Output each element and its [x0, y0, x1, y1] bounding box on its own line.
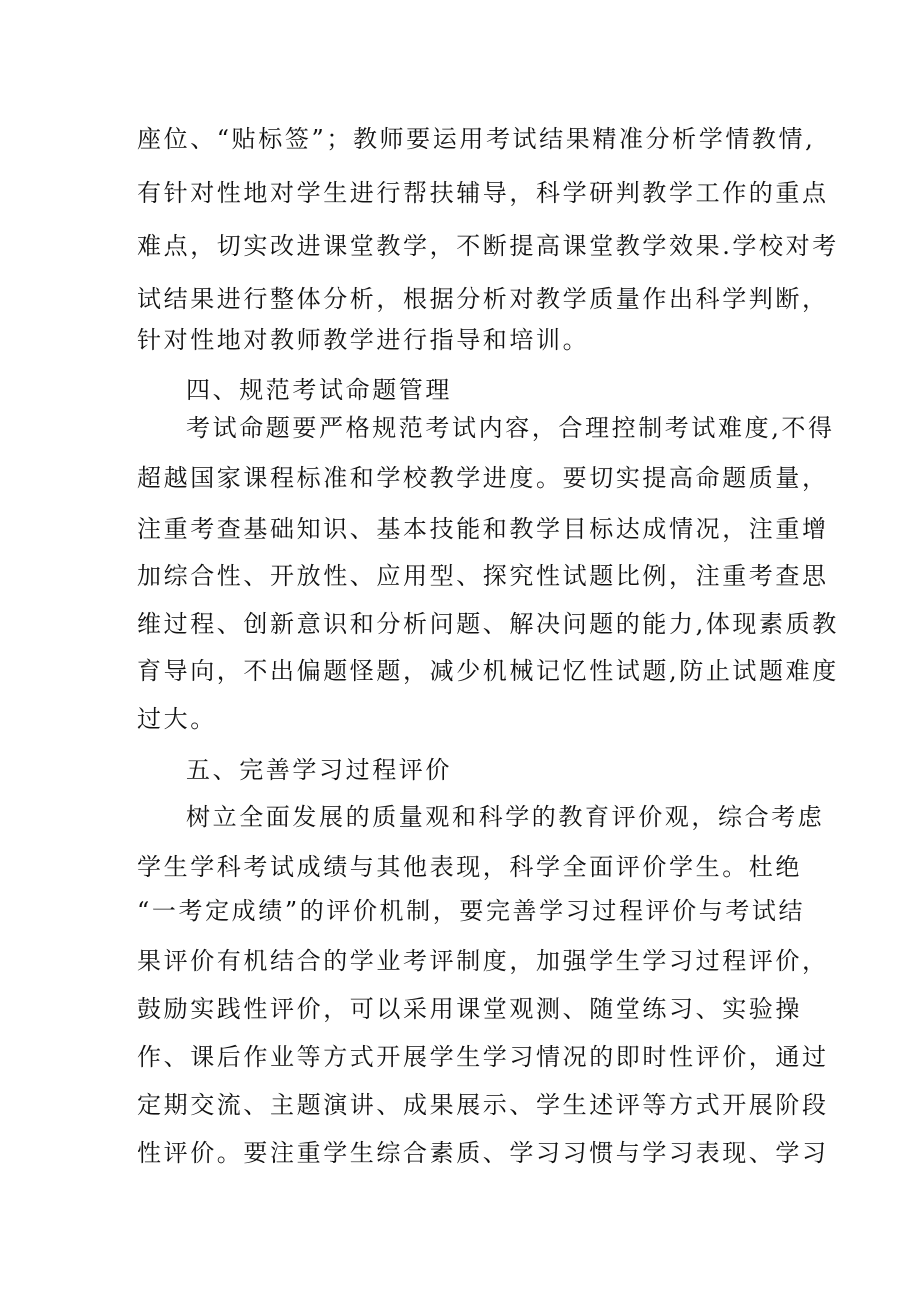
paragraph-line: 性评价。要注重学生综合素质、学习习惯与学习表现、学习: [137, 1139, 829, 1167]
paragraph-line: 学生学科考试成绩与其他表现，科学全面评价学生。杜绝: [137, 853, 802, 881]
paragraph-line: 鼓励实践性评价，可以采用课堂观测、随堂练习、实验操: [137, 995, 802, 1023]
section-heading: 四、规范考试命题管理: [186, 376, 452, 404]
paragraph-line: 加综合性、开放性、应用型、探究性试题比例，注重考查思: [137, 562, 829, 590]
paragraph-line: 超越国家课程标准和学校教学进度。要切实提高命题质量，: [137, 464, 829, 492]
section-heading: 五、完善学习过程评价: [186, 756, 452, 784]
paragraph-line: 果评价有机结合的学业考评制度，加强学生学习过程评价，: [137, 947, 829, 975]
paragraph-line: 试结果进行整体分析，根据分析对教学质量作出科学判断，: [137, 285, 829, 313]
paragraph-line: 注重考查基础知识、基本技能和教学目标达成情况，注重增: [137, 515, 829, 543]
paragraph-line: 树立全面发展的质量观和科学的教育评价观，综合考虑: [186, 803, 825, 831]
paragraph-line: 有针对性地对学生进行帮扶辅导，科学研判教学工作的重点: [137, 179, 829, 207]
paragraph-line: 座位、“贴标签”；教师要运用考试结果精准分析学情教情,: [137, 125, 816, 153]
paragraph-line: “一考定成绩”的评价机制，要完善学习过程评价与考试结: [137, 897, 806, 925]
paragraph-line: 考试命题要严格规范考试内容，合理控制考试难度,不得: [186, 414, 835, 442]
paragraph-line: 难点，切实改进课堂教学，不断提高课堂教学效果.学校对考: [137, 232, 839, 260]
paragraph-line: 维过程、创新意识和分析问题、解决问题的能力,体现素质教: [137, 610, 839, 638]
paragraph-line: 定期交流、主题演讲、成果展示、学生述评等方式开展阶段: [137, 1091, 829, 1119]
paragraph-line: 过大。: [137, 705, 217, 733]
paragraph-line: 育导向，不出偏题怪题，减少机械记忆性试题,防止试题难度: [137, 657, 839, 685]
paragraph-line: 作、课后作业等方式开展学生学习情况的即时性评价，通过: [137, 1043, 829, 1071]
paragraph-line: 针对性地对教师教学进行指导和培训。: [137, 326, 590, 354]
